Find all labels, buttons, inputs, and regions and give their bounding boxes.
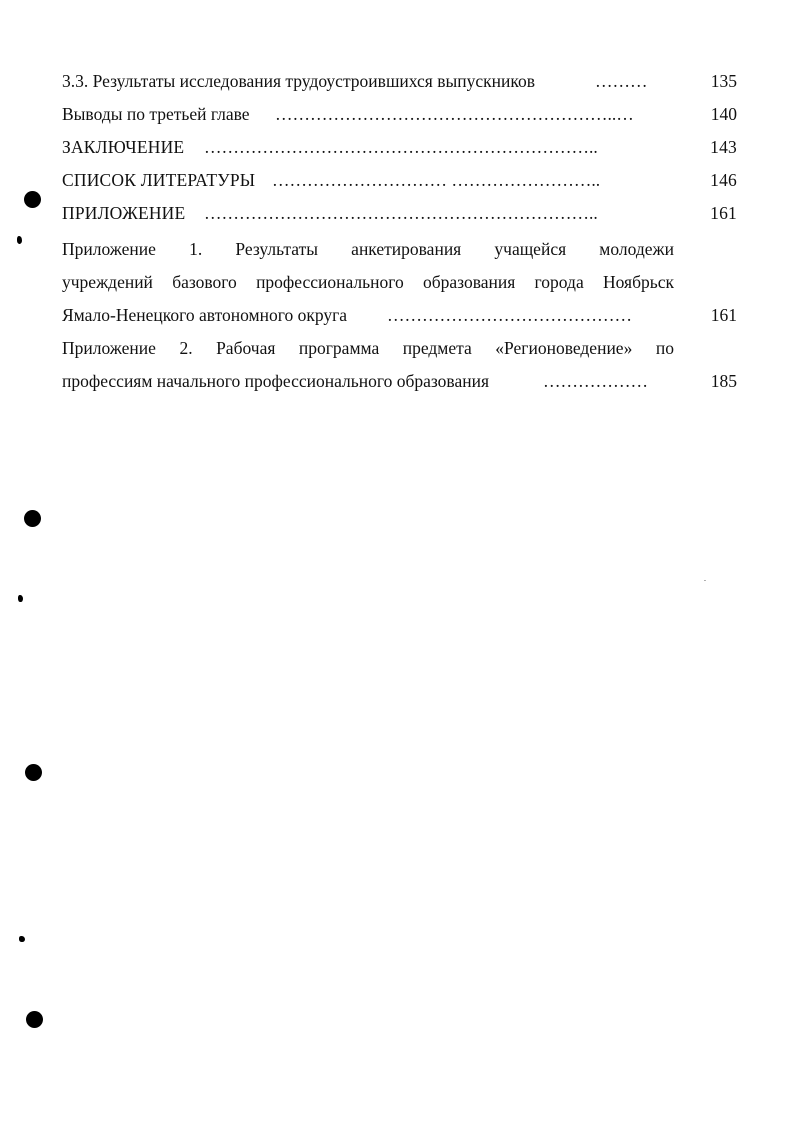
word: города (534, 272, 584, 292)
word: Результаты (235, 239, 319, 259)
toc-leader-dots: ………………………………………………………….. (204, 137, 598, 157)
toc-page-number: 143 (710, 137, 737, 157)
toc-entry-title: ПРИЛОЖЕНИЕ (62, 203, 186, 223)
word: по (655, 338, 674, 358)
toc-page-number: 135 (710, 71, 737, 91)
toc-leader-dots: ……………… (543, 371, 648, 391)
word: учреждений (62, 272, 153, 292)
word: молодежи (599, 239, 674, 259)
word: учащейся (494, 239, 567, 259)
toc-entry[interactable] (62, 68, 737, 101)
appendix-2-line-1 (62, 332, 674, 365)
word: 2. (179, 338, 193, 358)
punch-hole (26, 1011, 43, 1028)
word: 1. (189, 239, 203, 259)
word: Приложение (62, 338, 156, 358)
word: образования (422, 272, 516, 292)
punch-hole (24, 191, 41, 208)
toc-page-number: 146 (710, 170, 737, 190)
word: анкетирования (351, 239, 462, 259)
scan-speck (17, 236, 22, 244)
table-of-contents (62, 68, 737, 398)
scan-speck (704, 580, 706, 581)
word: профессионального (256, 272, 404, 292)
toc-entry-title: Выводы по третьей главе (62, 104, 250, 124)
toc-entry-title: 3.3. Результаты исследования трудоустроившихся выпускников (62, 71, 535, 91)
word: базового (172, 272, 237, 292)
toc-entry[interactable] (62, 134, 737, 167)
toc-page-number: 140 (710, 104, 737, 124)
toc-leader-dots: ………………………… …………………….. (272, 170, 601, 190)
word: Ноябрьск (602, 272, 674, 292)
toc-leader-dots: …………………………………………………..… (275, 104, 634, 124)
toc-entry[interactable] (62, 200, 737, 233)
word: Рабочая (216, 338, 276, 358)
toc-leader-dots: ………………………………………………………….. (204, 203, 598, 223)
toc-page-number: 161 (710, 203, 737, 223)
appendix-1-line-3 (62, 299, 737, 332)
word: «Регионоведение» (495, 338, 633, 358)
toc-leader-dots: …………………………………… (387, 305, 632, 325)
toc-entry-title: ЗАКЛЮЧЕНИЕ (62, 137, 185, 157)
word: программа (298, 338, 380, 358)
toc-entry-title: СПИСОК ЛИТЕРАТУРЫ (62, 170, 256, 190)
appendix-1-line-2 (62, 266, 674, 299)
toc-entry-title: профессиям начального профессионального образования (62, 371, 490, 391)
toc-entry-appendix-2[interactable] (62, 332, 737, 398)
scan-speck (19, 936, 25, 942)
appendix-1-line-1 (62, 233, 674, 266)
toc-entry[interactable] (62, 167, 737, 200)
appendix-2-line-2 (62, 365, 737, 398)
toc-entry-title: Ямало-Ненецкого автономного округа (62, 305, 348, 325)
word: предмета (402, 338, 472, 358)
punch-hole (24, 510, 41, 527)
word: Приложение (62, 239, 156, 259)
toc-page-number: 185 (710, 371, 737, 391)
toc-entry[interactable] (62, 101, 737, 134)
punch-hole (25, 764, 42, 781)
toc-entry-appendix-1[interactable] (62, 233, 737, 332)
toc-page-number: 161 (710, 305, 737, 325)
scan-speck (18, 595, 23, 602)
toc-leader-dots: ……… (595, 71, 648, 91)
